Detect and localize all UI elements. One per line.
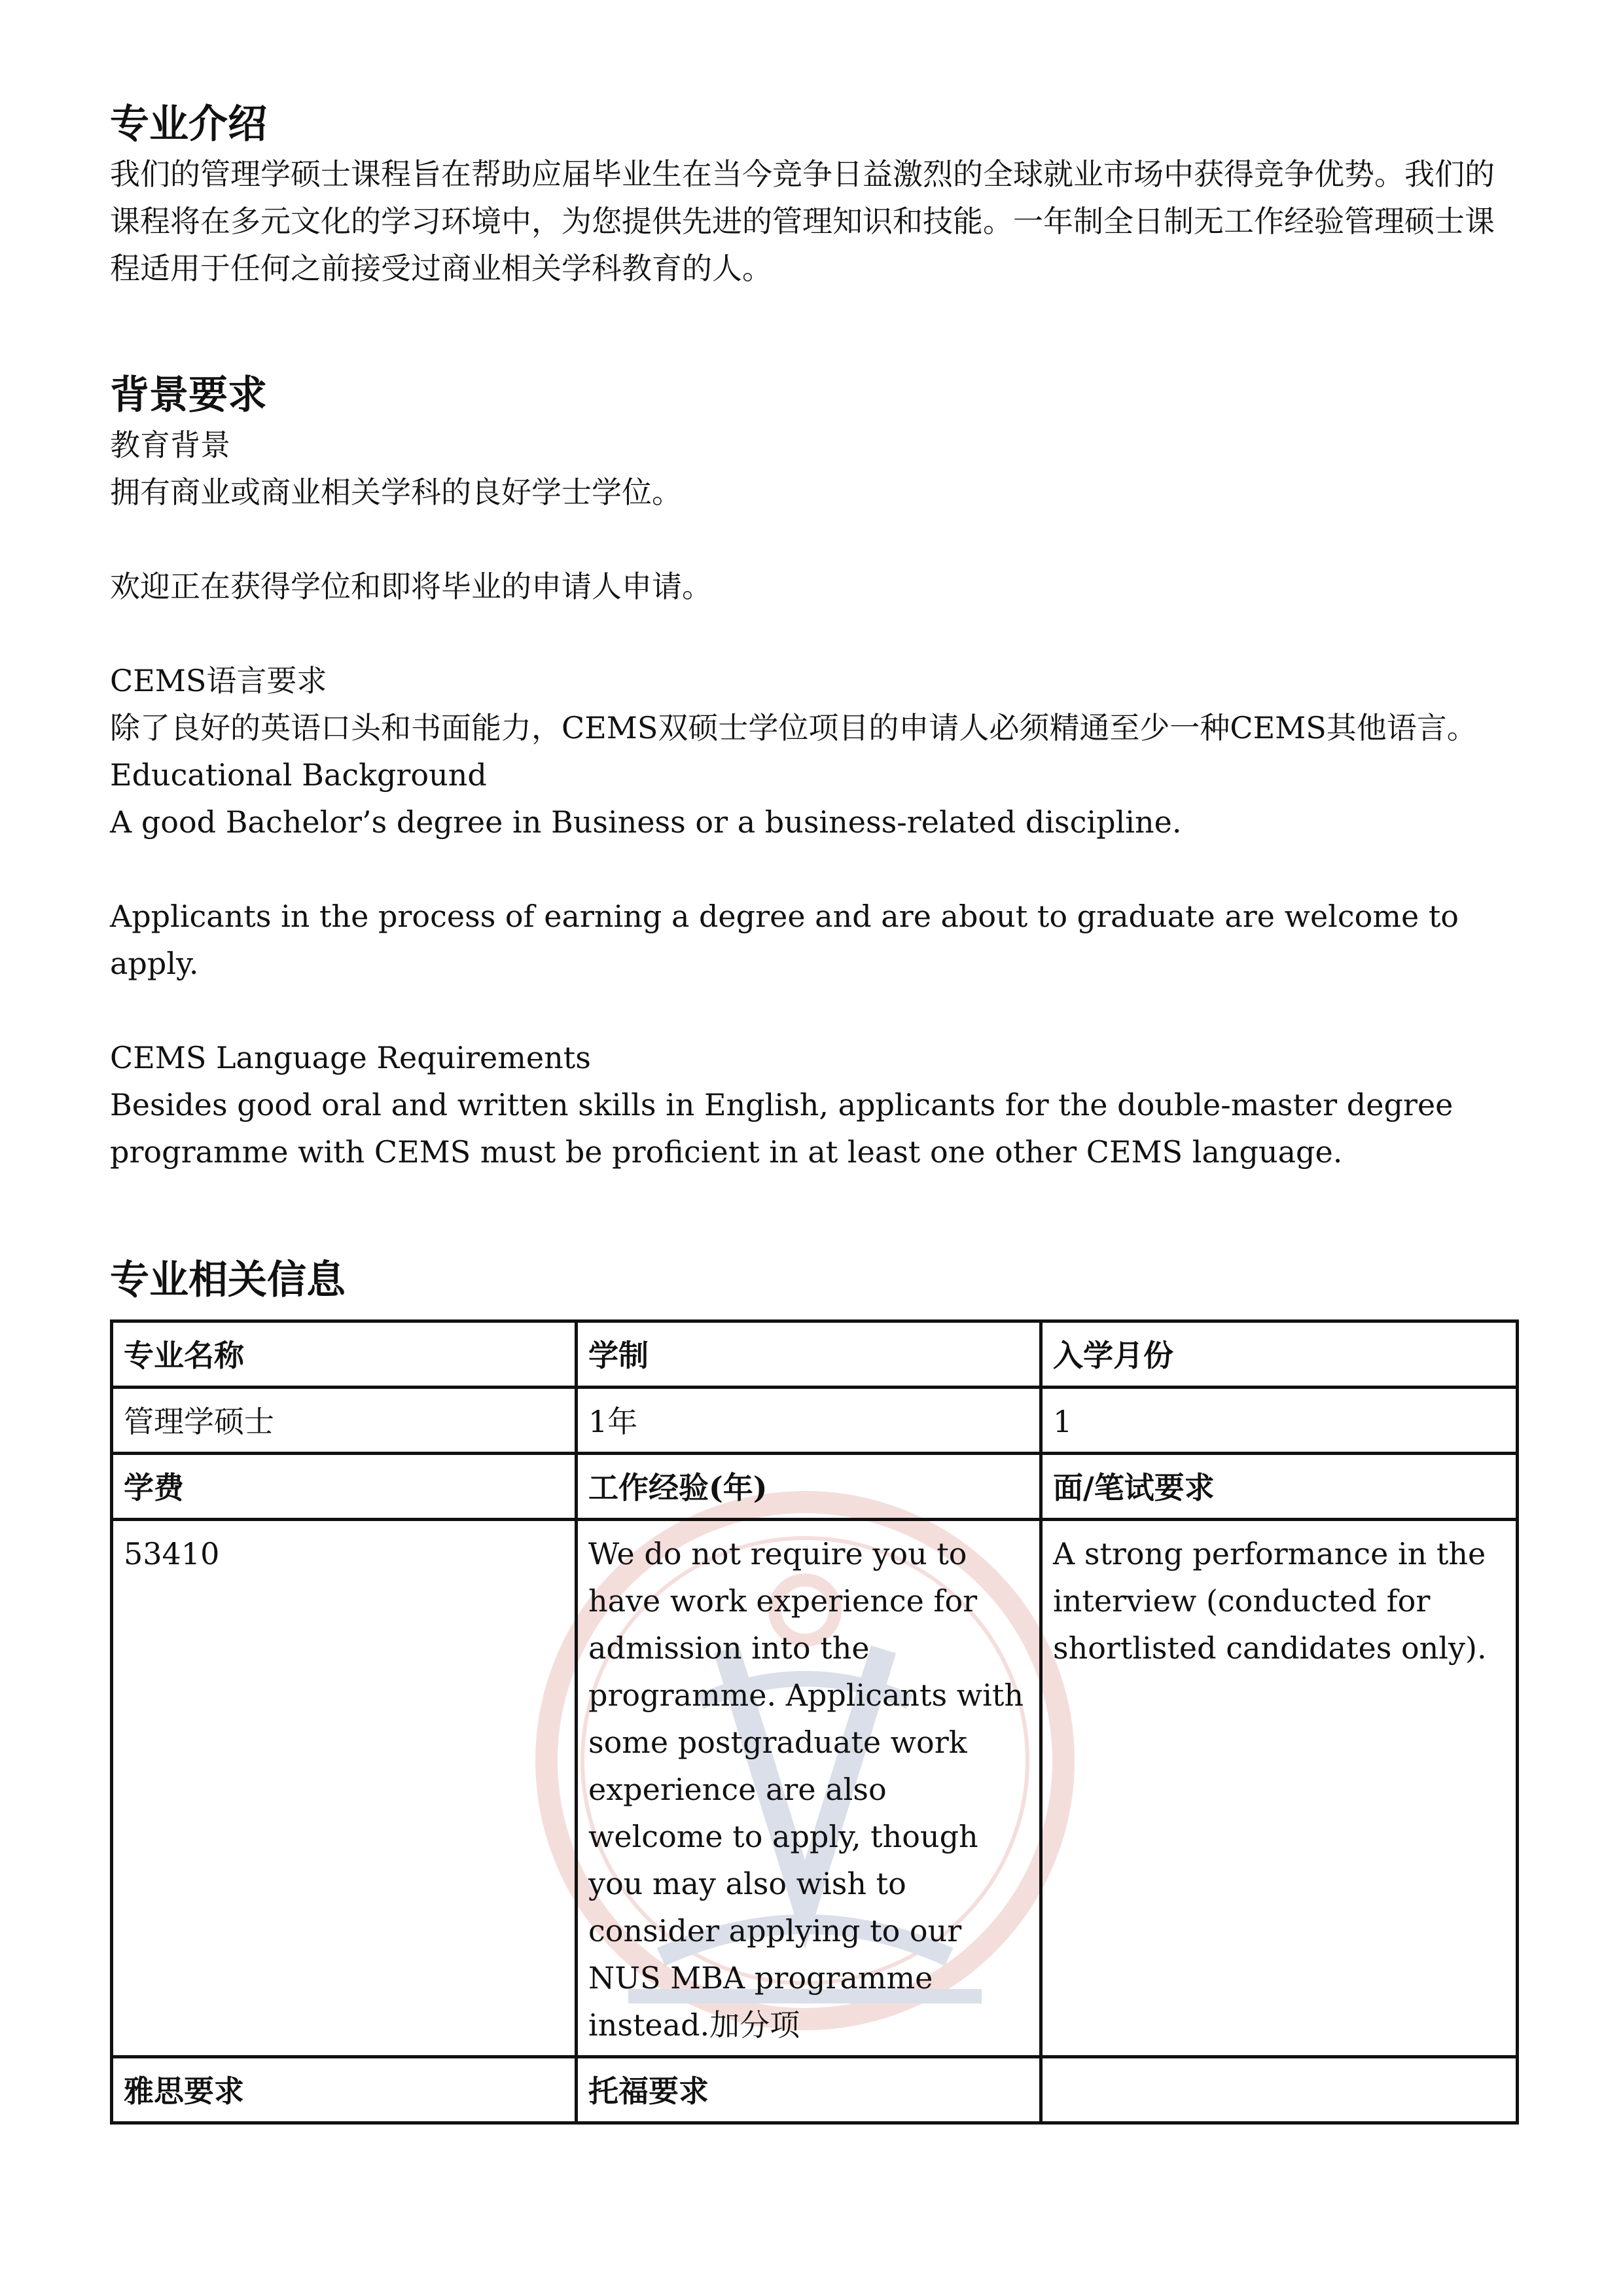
intro-heading: 专业介绍: [110, 101, 267, 147]
value-duration: 1年: [577, 1388, 1041, 1454]
document-body: [110, 98, 1524, 2125]
value-tuition: 53410: [112, 1520, 577, 2057]
header-toefl: 托福要求: [577, 2057, 1041, 2123]
value-intake-month: 1: [1041, 1388, 1518, 1454]
en-education-label: Educational Background: [110, 757, 487, 793]
header-program-name: 专业名称: [112, 1321, 577, 1388]
cn-cems-text: 除了良好的英语口头和书面能力，CEMS双硕士学位项目的申请人必须精通至少一种CEMS其他语言。: [110, 710, 1477, 745]
table-row: [112, 2057, 1518, 2123]
header-intake-month: 入学月份: [1041, 1321, 1518, 1388]
header-ielts: 雅思要求: [112, 2057, 577, 2123]
header-duration: 学制: [577, 1321, 1041, 1388]
cn-welcome-text: 欢迎正在获得学位和即将毕业的申请人申请。: [110, 569, 712, 604]
en-education-text: A good Bachelor’s degree in Business or a business-related discipline.: [110, 804, 1182, 840]
header-tuition: 学费: [112, 1454, 577, 1520]
table-row: [112, 1321, 1518, 1388]
cn-education-label: 教育背景: [110, 427, 230, 463]
program-info-table: [110, 1319, 1519, 2125]
header-interview-requirement: 面/笔试要求: [1041, 1454, 1518, 1520]
table-row: [112, 1454, 1518, 1520]
en-cems-text: Besides good oral and written skills in English, applicants for the double-master degree programme with CEMS must be proficient in at least one other CEMS language.: [110, 1087, 1454, 1170]
table-row: [112, 1520, 1518, 2057]
cn-cems-label: CEMS语言要求: [110, 663, 327, 698]
background-heading: 背景要求: [110, 372, 267, 418]
en-welcome-text: Applicants in the process of earning a degree and are about to graduate are welcome to apply.: [110, 899, 1459, 981]
info-heading: 专业相关信息: [110, 1257, 346, 1303]
table-row: [112, 1388, 1518, 1454]
value-interview-requirement: A strong performance in the interview (conducted for shortlisted candidates only).: [1041, 1520, 1518, 2057]
header-work-experience: 工作经验(年): [577, 1454, 1041, 1520]
en-cems-label: CEMS Language Requirements: [110, 1040, 591, 1075]
value-work-experience: We do not require you to have work experience for admission into the programme. Applicants with some postgraduate work experience are also welcome to apply, though you may also wish to consider applying to our NUS MBA programme instead.加分项: [577, 1520, 1041, 2057]
intro-paragraph: 我们的管理学硕士课程旨在帮助应届毕业生在当今竞争日益激烈的全球就业市场中获得竞争优势。我们的课程将在多元文化的学习环境中，为您提供先进的管理知识和技能。一年制全日制无工作经验管理硕士课程适用于任何之前接受过商业相关学科教育的人。: [110, 156, 1495, 286]
header-empty: [1041, 2057, 1518, 2123]
value-program-name: 管理学硕士: [112, 1388, 577, 1454]
cn-education-text: 拥有商业或商业相关学科的良好学士学位。: [110, 475, 682, 510]
